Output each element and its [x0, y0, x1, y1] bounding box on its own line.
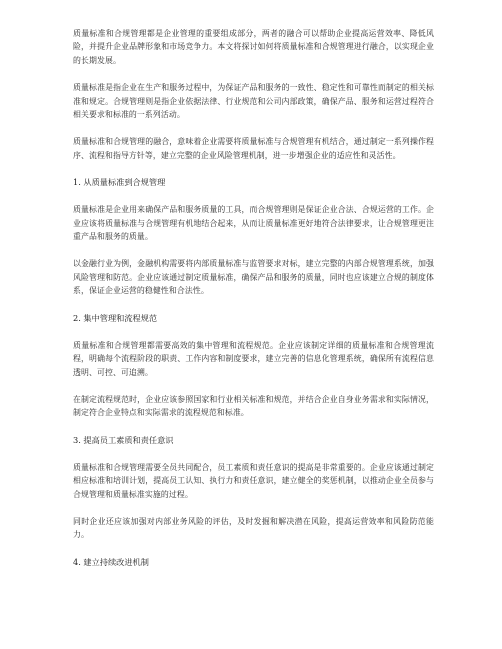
section-2-paragraph-2: 在制定流程规范时，企业应该参照国家和行业相关标准和规范，并结合企业自身业务需求和实际情况，制定符合企业特点和实际需求的流程规范和标准。 [73, 394, 434, 418]
section-1-paragraph-2: 以金融行业为例，金融机构需要将内部质量标准与监管要求对标，建立完整的内部合规管理系统，加强风险管理和防范。企业应该通过制定质量标准，确保产品和服务的质量，同时也应该建立合规的制度体系，保证企业运营的稳健性和合法性。 [73, 259, 434, 296]
section-2-heading: 2. 集中管理和流程规范 [73, 312, 158, 323]
section-1-paragraph-1: 质量标准是企业用来确保产品和服务质量的工具，而合规管理则是保证企业合法、合规运营的工作。企业应该将质量标准与合规管理有机地结合起来，从而让质量标准更好地符合法律要求，让合规管理更注重产品和服务的质量。 [73, 205, 434, 242]
section-2-paragraph-1: 质量标准和合规管理都需要高效的集中管理和流程规范。企业应该制定详细的质量标准和合规管理流程，明确每个流程阶段的职责、工作内容和制度要求，建立完善的信息化管理系统，确保所有流程信息透明、可控、可追溯。 [73, 340, 434, 377]
intro-paragraph-1: 质量标准和合规管理都是企业管理的重要组成部分，两者的融合可以帮助企业提高运营效率、降低风险，并提升企业品牌形象和市场竞争力。本文将探讨如何将质量标准和合规管理进行融合，以实现企业的长期发展。 [73, 29, 434, 65]
section-4-heading: 4. 建立持续改进机制 [73, 556, 149, 567]
intro-paragraph-3: 质量标准和合规管理的融合，意味着企业需要将质量标准与合规管理有机结合，通过制定一系列操作程序、流程和指导方针等，建立完整的企业风险管理机制，进一步增强企业的适应性和灵活性。 [73, 137, 434, 160]
section-3-paragraph-2: 同时企业还应该加强对内部业务风险的评估，及时发掘和解决潜在风险，提高运营效率和风险防范能力。 [73, 516, 434, 540]
section-1-heading: 1. 从质量标准到合规管理 [73, 177, 166, 188]
section-3-paragraph-1: 质量标准和合规管理需要全员共同配合，员工素质和责任意识的提高是非常重要的。企业应该通过制定相应标准和培训计划，提高员工认知、执行力和责任意识，建立健全的奖惩机制，以推动企业全员参与合规管理和质量标准实施的过程。 [73, 462, 434, 499]
intro-paragraph-2: 质量标准是指企业在生产和服务过程中，为保证产品和服务的一致性、稳定性和可靠性而制定的相关标准和规定。合规管理则是指企业依据法律、行业规范和公司内部政策，确保产品、服务和运营过程符合相关要求和标准的一系列活动。 [73, 83, 434, 120]
section-3-heading: 3. 提高员工素质和责任意识 [73, 434, 174, 445]
